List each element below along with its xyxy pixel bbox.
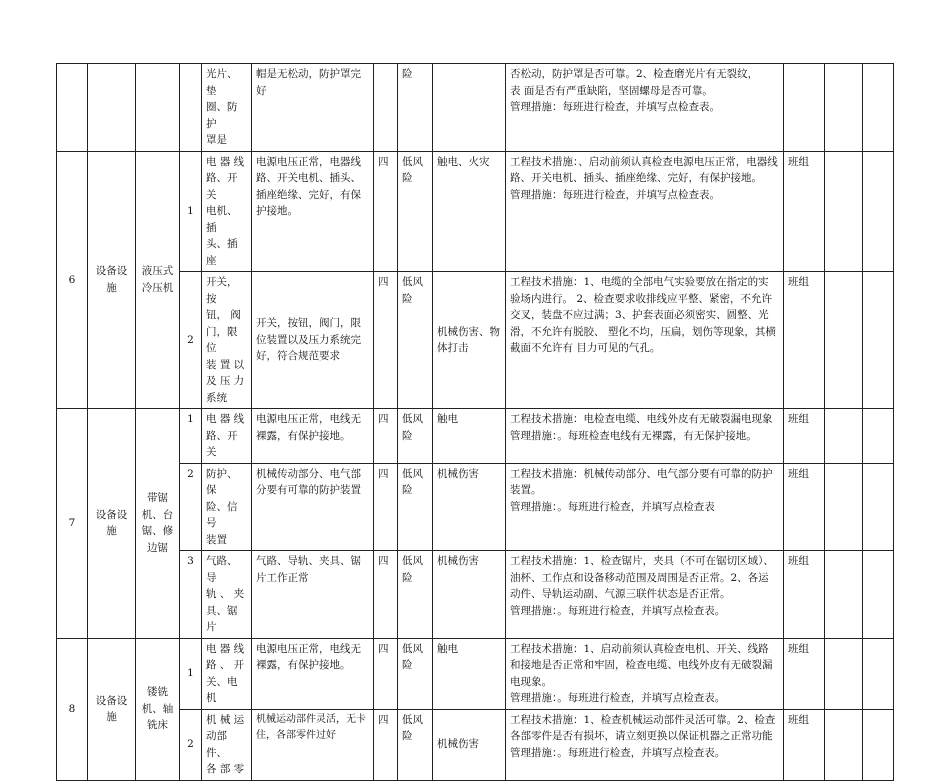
level-cell: 低风险 [398, 463, 433, 551]
cell [784, 64, 825, 152]
table-row [57, 151, 894, 272]
category-cell: 设备设施 [88, 638, 136, 780]
text: 具、锯片 [206, 604, 238, 633]
text: 各 部 零 [206, 763, 245, 775]
text: 路、开关 [206, 172, 238, 201]
cell [863, 64, 894, 152]
equipment-name: 镂铣机、轴铣床 [136, 638, 180, 780]
item-index: 2 [180, 272, 202, 409]
cell [825, 64, 863, 152]
measure-cell [506, 151, 784, 272]
text: 机 械 运 [206, 713, 245, 726]
table-row [57, 709, 894, 780]
cell [825, 272, 863, 409]
item-index: 1 [180, 409, 202, 464]
text: 工程技术措施：机械传动部分、电气部分要有可靠的防护装置。 [510, 467, 773, 496]
table-row [57, 64, 894, 152]
cell [863, 409, 894, 464]
cell [180, 64, 202, 152]
cell [863, 551, 894, 639]
text: 圈、防护 [206, 101, 238, 130]
item-index: 2 [180, 709, 202, 780]
standard-cell: 机械传动部分、电气部分要有可靠的防护装置 [252, 463, 374, 551]
text: 电 器 线 [206, 413, 245, 425]
cell [825, 709, 863, 780]
text: 及 压 力 [206, 375, 245, 387]
accident-cell: 机械伤害 [433, 709, 506, 780]
text: 管理措施：每班进行检查，并填写点检查表。 [510, 188, 720, 201]
grade-cell: 四 [374, 272, 398, 409]
accident-cell: 触电 [433, 409, 506, 464]
item-index: 1 [180, 638, 202, 709]
cell [863, 709, 894, 780]
cell [825, 551, 863, 639]
table-row [57, 638, 894, 709]
owner-cell: 班组 [784, 409, 825, 464]
part-cell [202, 551, 252, 639]
standard-cell: 气路、导轨、夹具、锯片工作正常 [252, 551, 374, 639]
accident-cell: 机械伤害、物体打击 [433, 272, 506, 409]
table-row [57, 463, 894, 551]
cell [136, 64, 180, 152]
standard-cell: 机械运动部件灵活，无卡住，各部零件过好 [252, 709, 374, 780]
text: 头、插座 [206, 238, 238, 267]
equipment-name: 液压式冷压机 [136, 151, 180, 409]
measure-cell [506, 551, 784, 639]
text: 轨 、 夹 [206, 588, 245, 600]
cell [825, 463, 863, 551]
equipment-name: 带锯机、台锯、修边锯 [136, 409, 180, 639]
text: 系统 [206, 391, 227, 404]
table-row [57, 272, 894, 409]
cell [57, 64, 88, 152]
text: 装 置 以 [206, 358, 245, 371]
cell [863, 463, 894, 551]
part-cell [202, 151, 252, 272]
cell [825, 638, 863, 709]
category-cell: 设备设施 [88, 409, 136, 639]
accident-cell: 触电 [433, 638, 506, 709]
text: 电机、插 [206, 205, 238, 234]
group-number: 8 [57, 638, 88, 780]
part-cell [202, 409, 252, 464]
owner-cell: 班组 [784, 551, 825, 639]
measure-cell [506, 463, 784, 551]
text: 动部件、 [206, 730, 227, 759]
text: 管理措施：。每班进行检查，并填写点检查表。 [510, 604, 726, 617]
cell [825, 151, 863, 272]
text: 光片、垫 [206, 68, 238, 97]
grade-cell: 四 [374, 638, 398, 709]
accident-cell: 机械伤害 [433, 463, 506, 551]
level-cell: 低风险 [398, 551, 433, 639]
text: 钮， 阀 [206, 309, 241, 321]
text: 表 面是否有严重缺陷，坚固螺母是否可靠。 [510, 84, 713, 97]
text: 工程技术措施：1、检查锯片，夹具（不可在锯切区域）、油杯、工作点和设备移动范围及周围是否正常。2、各运动件、导轨运动副、气源三联件状态是否正常。 [510, 555, 774, 600]
standard-cell: 电源电压正常，电线无裸露，有保护接地。 [252, 409, 374, 464]
measure-cell [506, 638, 784, 709]
grade-cell: 四 [374, 151, 398, 272]
category-cell: 设备设施 [88, 151, 136, 409]
level-cell: 低风险 [398, 409, 433, 464]
text: 关、电机 [206, 675, 238, 704]
level-cell: 低风险 [398, 638, 433, 709]
part-cell [202, 64, 252, 152]
text: 工程技术措施：、启动前须认真检查电源电压正常，电器线路、开关电机、插头、插座绝缘、完好，有保护接地。 [510, 155, 778, 184]
standard-cell: 电源电压正常，电线无裸露，有保护接地。 [252, 638, 374, 709]
standard-cell: 电源电压正常，电器线路、开关电机、插头、插座绝缘、完好，有保护接地。 [252, 151, 374, 272]
item-index: 2 [180, 463, 202, 551]
owner-cell: 班组 [784, 463, 825, 551]
text: 防护、保 [206, 467, 238, 496]
standard-cell: 开关，按钮，阀门，限位装置以及压力系统完好，符合规范要求 [252, 272, 374, 409]
text: 路、开关 [206, 429, 238, 458]
text: 工程技术措施：1、检查机械运动部件灵活可靠。2、检查各部零件是否有损坏，请立刻更换以保证机器之正常功能 [510, 713, 776, 742]
text: 管理措施：。每班检查电线有无裸露，有无保护接地。 [510, 429, 757, 442]
text: 管理措施：每班进行检查，并填写点检查表。 [510, 101, 720, 113]
accident-cell: 触电、火灾 [433, 151, 506, 272]
level-cell: 低风险 [398, 709, 433, 780]
text: 罩是 [206, 134, 227, 146]
cell [863, 272, 894, 409]
text: 否松动，防护罩是否可靠。2、检查磨光片有无裂纹， [510, 68, 759, 80]
table-row [57, 409, 894, 464]
text: 门，限位 [206, 325, 238, 354]
cell [863, 151, 894, 272]
grade-cell: 四 [374, 463, 398, 551]
owner-cell: 班组 [784, 272, 825, 409]
standard-cell: 帽是无松动，防护罩完好 [252, 64, 374, 152]
level-cell: 险 [398, 64, 433, 152]
measure-cell [506, 709, 784, 780]
cell [433, 64, 506, 152]
measure-cell: 工程技术措施：1、电缆的全部电气实验要放在指定的实验场内进行。 2、检查要求收排线应平整、紧密，不允许交叉，装盘不应过满；3、护套表面必须密实、圆整、光滑，不允许有脱胶、 塑化不均，压扁，划伤等现象，其横截面不允许有 目力可见的气孔。 [506, 272, 784, 409]
cell [374, 64, 398, 152]
owner-cell: 班组 [784, 638, 825, 709]
measure-cell [506, 409, 784, 464]
text: 管理措施：。每班进行检查，并填写点检查表。 [510, 692, 726, 704]
part-cell [202, 463, 252, 551]
text: 电 器 线 [206, 642, 245, 655]
text: 工程技术措施：电检查电缆、电线外皮有无破裂漏电现象 [510, 413, 773, 425]
part-cell [202, 272, 252, 409]
measure-cell [506, 64, 784, 152]
owner-cell: 班组 [784, 151, 825, 272]
table-row [57, 551, 894, 639]
item-index: 1 [180, 151, 202, 272]
part-cell [202, 709, 252, 780]
text: 管理措施：。每班进行检查，并填写点检查表 [510, 500, 715, 513]
text: 路 、 开 [206, 659, 245, 671]
accident-cell: 机械伤害 [433, 551, 506, 639]
cell [825, 409, 863, 464]
text: 工程技术措施：1、启动前须认真检查电机、开关、线路和接地是否正常和牢固，检查电缆、电线外皮有无破裂漏电现象。 [510, 642, 773, 688]
risk-control-table [56, 63, 894, 781]
text: 气路、导 [206, 555, 238, 584]
grade-cell: 四 [374, 551, 398, 639]
cell [863, 638, 894, 709]
group-number: 6 [57, 151, 88, 409]
text: 电 器 线 [206, 155, 245, 168]
item-index: 3 [180, 551, 202, 639]
text: 险、信号 [206, 500, 238, 529]
grade-cell: 四 [374, 709, 398, 780]
grade-cell: 四 [374, 409, 398, 464]
owner-cell: 班组 [784, 709, 825, 780]
level-cell: 低风险 [398, 272, 433, 409]
text: 开关，按 [206, 276, 238, 305]
text: 管理措施：。每班进行检查，并填写点检查表。 [510, 746, 726, 759]
level-cell: 低风险 [398, 151, 433, 272]
text: 装置 [206, 533, 227, 546]
group-number: 7 [57, 409, 88, 639]
part-cell [202, 638, 252, 709]
cell [88, 64, 136, 152]
